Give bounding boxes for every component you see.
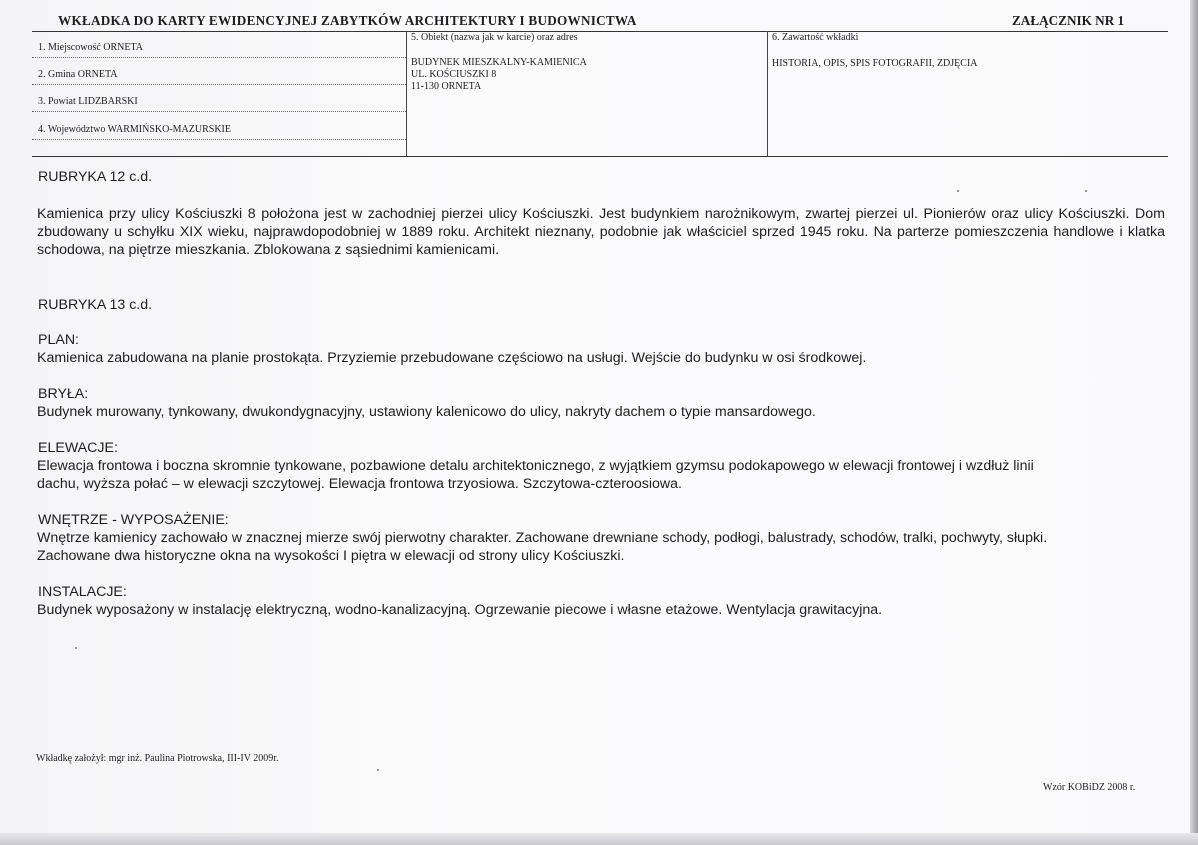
column-divider-1 (406, 31, 407, 156)
field-zawartosc-value: HISTORIA, OPIS, SPIS FOTOGRAFII, ZDJĘCIA (772, 58, 978, 69)
scan-speck (957, 190, 959, 192)
obiekt-line-1: BUDYNEK MIESZKALNY-KAMIENICA (411, 57, 587, 68)
field-powiat: 3. Powiat LIDZBARSKI (38, 96, 138, 107)
section-heading-plan: PLAN: (38, 332, 80, 348)
field-zawartosc-label: 6. Zawartość wkładki (772, 32, 859, 43)
section-line: dachu, wyższa połać – w elewacji szczytowej. Elewacja frontowa trzyosiowa. Szczytowa-czteroosiowa. (37, 476, 682, 492)
header-rule (32, 31, 1168, 32)
scan-speck (1085, 190, 1087, 192)
section-line: Zachowane dwa historyczne okna na wysokości I piętra w elewacji od strony ulicy Kościuszki. (37, 548, 625, 564)
field-miejscowosc: 1. Miejscowość ORNETA (38, 42, 144, 53)
document-title: WKŁADKA DO KARTY EWIDENCYJNEJ ZABYTKÓW ARCHITEKTURY I BUDOWNICTWA (58, 13, 637, 28)
page-edge-bottom (0, 833, 1198, 845)
field-gmina: 2. Gmina ORNETA (38, 69, 118, 80)
section-heading-elewacje: ELEWACJE: (38, 440, 118, 456)
section-line: Budynek wyposażony w instalację elektryczną, wodno-kanalizacyjną. Ogrzewanie piecowe i własne etażowe. Wentylacja grawitacyjna. (37, 602, 883, 618)
annex-label: ZAŁĄCZNIK NR 1 (1012, 13, 1125, 28)
rubryka-12-paragraph: Kamienica przy ulicy Kościuszki 8 położona jest w zachodniej pierzei ulicy Kościuszki. Jest budynkiem narożnikowym, zwartej pierzei ul. Pionierów oraz ulicy Kościuszki. Dom zbudowany u schyłku XIX wieku, najprawdopodobniej w 1889 roku. Architekt nieznany, podobnie jak właściciel sprzed 1945 roku. Na parterze pomieszczenia handlowe i klatka schodowa, na piętrze mieszkania. Zblokowana z sąsiednimi kamienicami. (37, 206, 1165, 258)
obiekt-line-3: 11-130 ORNETA (411, 81, 482, 92)
scan-speck (75, 647, 77, 649)
form-bottom-rule (32, 156, 1168, 157)
column-divider-2 (767, 31, 768, 156)
field-divider (32, 111, 406, 112)
section-line: Elewacja frontowa i boczna skromnie tynkowane, pozbawione detalu architektonicznego, z wyjątkiem gzymsu podokapowego w elewacji frontowej i wzdłuż linii (37, 458, 1034, 474)
obiekt-line-2: UL. KOŚCIUSZKI 8 (411, 69, 497, 80)
footer-template: Wzór KOBiDZ 2008 r. (1043, 782, 1136, 793)
field-obiekt-label: 5. Obiekt (nazwa jak w karcie) oraz adres (411, 32, 578, 43)
field-divider (32, 57, 406, 58)
scan-speck (377, 769, 379, 771)
page-edge-right (1190, 0, 1198, 845)
section-line: Wnętrze kamienicy zachowało w znacznej mierze swój pierwotny charakter. Zachowane drewniane schody, podłogi, balustrady, schodów, tralki, pochwyty, słupki. (37, 530, 1048, 546)
rubryka-12-title: RUBRYKA 12 c.d. (38, 169, 153, 185)
section-heading-wnetrze: WNĘTRZE - WYPOSAŻENIE: (38, 512, 229, 528)
field-divider (32, 84, 406, 85)
section-heading-bryla: BRYŁA: (38, 386, 89, 402)
section-line: Kamienica zabudowana na planie prostokąta. Przyziemie przebudowane częściowo na usługi. Wejście do budynku w osi środkowej. (37, 350, 867, 366)
section-heading-instalacje: INSTALACJE: (38, 584, 127, 600)
section-line: Budynek murowany, tynkowany, dwukondygnacyjny, ustawiony kalenicowo do ulicy, nakryty dachem o typie mansardowego. (37, 404, 816, 420)
field-divider (32, 139, 406, 140)
rubryka-13-title: RUBRYKA 13 c.d. (38, 297, 153, 313)
footer-author: Wkładkę założył: mgr inż. Paulina Piotrowska, III-IV 2009r. (36, 753, 279, 764)
field-wojewodztwo: 4. Województwo WARMIŃSKO-MAZURSKIE (38, 124, 231, 135)
